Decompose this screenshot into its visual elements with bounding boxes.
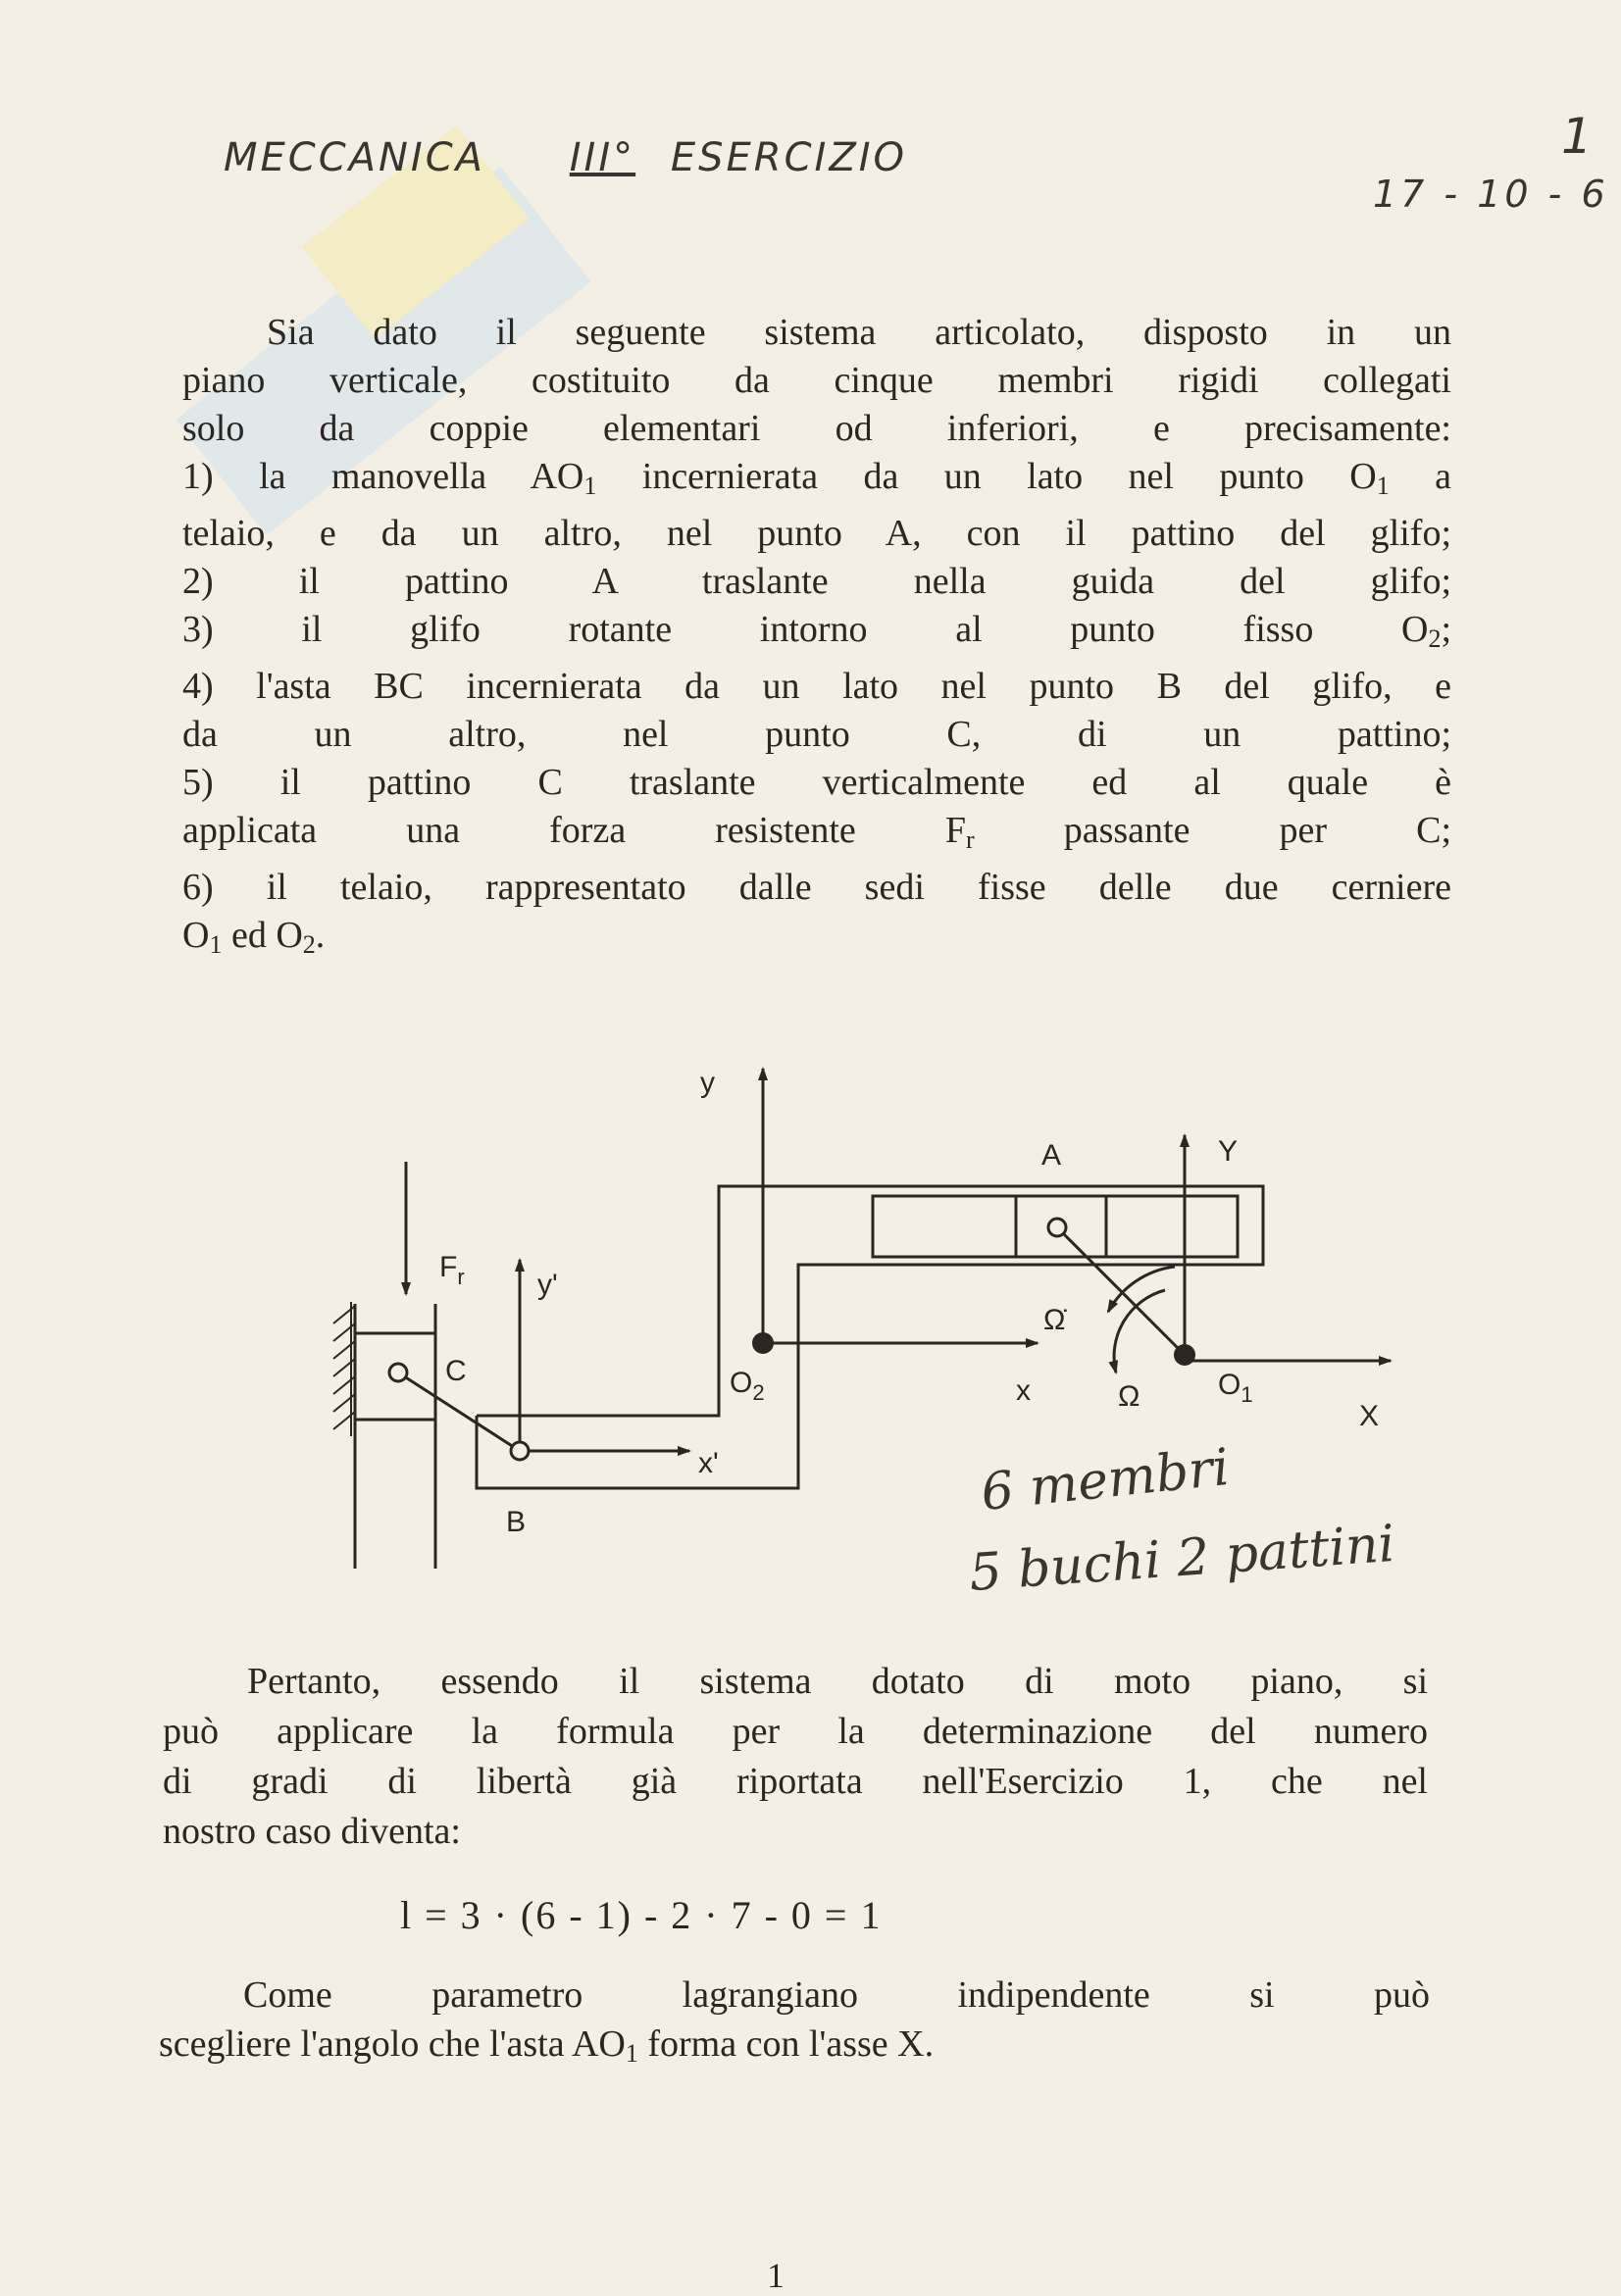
header-date: 17 - 10 - 6 — [1373, 173, 1609, 216]
list-item: da un altro, nel punto C, di un pattino; — [182, 714, 1451, 755]
label-c: C — [445, 1355, 467, 1387]
joint-o1 — [1174, 1344, 1195, 1366]
label-o1: $O_1$ — [1218, 1369, 1253, 1407]
text-line: di gradi di libertà già riportata nell'Esercizio 1, che nel — [163, 1761, 1428, 1802]
label-omega-dot: Ω̇ — [1043, 1304, 1066, 1336]
handwritten-page-mark: 1 — [1561, 108, 1593, 165]
omega-arc — [1114, 1290, 1165, 1373]
text-line: solo da coppie elementari od inferiori, e precisamente: — [182, 408, 1451, 449]
label-b: B — [506, 1506, 527, 1538]
list-item: 6) il telaio, rappresentato dalle sedi fisse delle due cerniere — [182, 867, 1451, 908]
dof-formula: l = 3 · (6 - 1) - 2 · 7 - 0 = 1 — [400, 1893, 883, 1937]
list-item: 1) la manovella $AO_1$ incernierata da un lato nel punto $O_1$ a — [182, 456, 1452, 500]
label-a: A — [1041, 1139, 1062, 1172]
label-x-prime: x' — [698, 1447, 719, 1479]
header-title — [224, 135, 907, 180]
list-item: 5) il pattino C traslante verticalmente ed al quale è — [182, 762, 1451, 803]
header-exercise-label: ESERCIZIO — [670, 135, 907, 180]
wall-hatching — [333, 1302, 355, 1436]
text-line: nostro caso diventa: — [163, 1811, 461, 1852]
label-y-prime: y' — [537, 1269, 558, 1301]
dof-paragraph — [163, 1657, 1428, 1857]
joint-b — [511, 1442, 529, 1460]
text-line: Pertanto, essendo il sistema dotato di moto piano, si — [247, 1661, 1428, 1702]
lagrangian-paragraph — [159, 1971, 1430, 2078]
list-item: 2) il pattino A traslante nella guida del glifo; — [182, 561, 1451, 602]
intro-paragraph — [182, 309, 1451, 969]
joint-o2 — [752, 1332, 774, 1354]
text-line: scegliere l'angolo che l'asta $AO_1$ forma con l'asse X. — [159, 2023, 935, 2068]
joint-c — [389, 1364, 407, 1381]
handwritten-note-joints: 5 buchi 2 pattini — [967, 1514, 1397, 1604]
label-big-x: X — [1359, 1400, 1380, 1432]
handwritten-note-members: 6 membri — [978, 1437, 1233, 1523]
label-omega: Ω — [1118, 1380, 1140, 1413]
text-line: può applicare la formula per la determinazione del numero — [163, 1711, 1428, 1752]
list-item: 4) l'asta BC incernierata da un lato nel punto B del glifo, e — [182, 666, 1451, 707]
footer-page-number: 1 — [767, 2256, 785, 2295]
text-line: Come parametro lagrangiano indipendente si può — [243, 1974, 1430, 2016]
list-item: 3) il glifo rotante intorno al punto fisso $O_2$; — [182, 609, 1452, 653]
glyph-outline — [477, 1186, 1263, 1488]
label-y: y — [700, 1067, 715, 1099]
list-item: $O_1$ ed $O_2$. — [182, 915, 326, 959]
label-o2: $O_2$ — [730, 1367, 765, 1405]
header-subject: MECCANICA — [224, 135, 486, 180]
list-item: telaio, e da un altro, nel punto A, con il pattino del glifo; — [182, 513, 1451, 554]
crank-ao1 — [1057, 1227, 1185, 1355]
joint-a — [1048, 1219, 1066, 1236]
label-x: x — [1016, 1374, 1031, 1407]
label-fr: $F_r$ — [439, 1251, 465, 1289]
label-big-y: Y — [1218, 1135, 1239, 1168]
mechanism-diagram — [312, 1049, 1410, 1598]
text-line: piano verticale, costituito da cinque membri rigidi collegati — [182, 360, 1451, 401]
text-line: Sia dato il seguente sistema articolato, disposto in un — [267, 312, 1451, 353]
header-exercise-number: III° — [569, 135, 636, 180]
list-item: applicata una forza resistente $F_r$ passante per C; — [182, 810, 1452, 854]
